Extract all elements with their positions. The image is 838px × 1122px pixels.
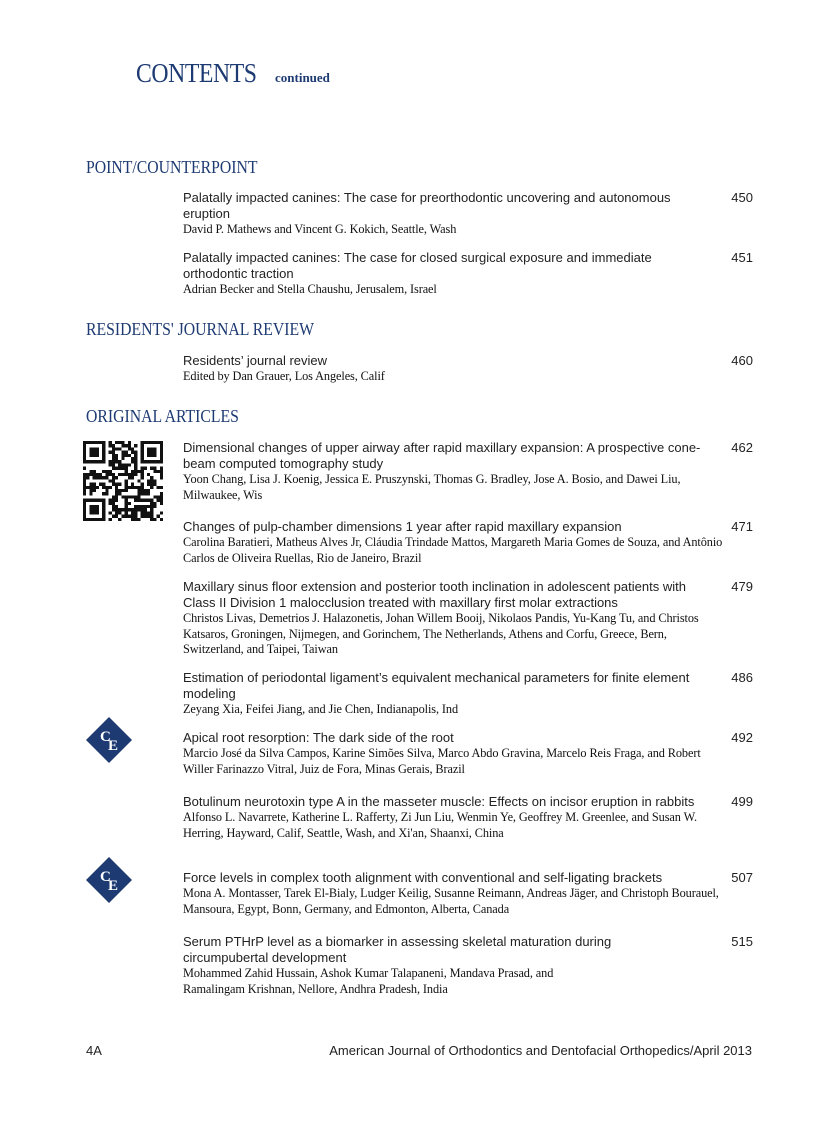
page-number: 499 <box>731 794 753 809</box>
toc-entry[interactable] <box>183 579 753 658</box>
svg-text:E: E <box>108 878 119 894</box>
article-title[interactable]: Palatally impacted canines: The case for closed surgical exposure and immediate orthodontic traction <box>183 250 652 281</box>
section-heading-residents-review: RESIDENTS' JOURNAL REVIEW <box>86 319 314 339</box>
article-authors: Alfonso L. Navarrete, Katherine L. Rafferty, Zi Jun Liu, Wenmin Ye, Geoffrey M. Greenlee, and Susan W. Herring, Hayward, Calif, Seattle, Wash, and Xi'an, Shaanxi, China <box>183 810 697 840</box>
page-number: 479 <box>731 579 753 594</box>
article-title[interactable]: Serum PTHrP level as a biomarker in assessing skeletal maturation during circumpubertal development <box>183 934 612 965</box>
toc-entry[interactable] <box>183 353 753 385</box>
page-number: 462 <box>731 440 753 455</box>
page-title: CONTENTS <box>136 58 257 88</box>
toc-entry[interactable] <box>183 730 753 777</box>
article-title[interactable]: Residents’ journal review <box>183 353 328 368</box>
page-number: 471 <box>731 519 753 534</box>
page-number: 507 <box>731 870 753 885</box>
page-number: 486 <box>731 670 753 685</box>
page-number: 460 <box>731 353 753 368</box>
article-authors: Edited by Dan Grauer, Los Angeles, Calif <box>183 369 385 383</box>
svg-text:E: E <box>108 738 119 754</box>
article-authors: David P. Mathews and Vincent G. Kokich, Seattle, Wash <box>183 222 457 236</box>
toc-entry[interactable] <box>183 794 753 841</box>
article-authors: Mona A. Montasser, Tarek El-Bialy, Ludger Keilig, Susanne Reimann, Andreas Jäger, and Christoph Bourauel, Mansoura, Egypt, Bonn, Germany, and Edmonton, Alberta, Canada <box>183 886 719 916</box>
ce-credit-icon <box>86 857 132 903</box>
footer-page-number: 4A <box>86 1043 102 1058</box>
toc-entry[interactable] <box>183 250 753 298</box>
article-authors: Christos Livas, Demetrios J. Halazonetis, Johan Willem Booij, Nikolaos Pandis, Yu-Kang Tu, and Christos Katsaros, Groningen, Nijmegen, and Gorinchem, The Netherlands, Athens and Corfu, Greece, Bern, Switzerland, and Taipei, Taiwan <box>183 611 699 656</box>
toc-entry[interactable] <box>183 519 753 566</box>
footer-journal: American Journal of Orthodontics and Dentofacial Orthopedics/April 2013 <box>329 1043 752 1058</box>
ce-credit-icon <box>86 717 132 763</box>
article-title[interactable]: Force levels in complex tooth alignment with conventional and self-ligating brackets <box>183 870 663 885</box>
page-number: 450 <box>731 190 753 205</box>
section-heading-original-articles: ORIGINAL ARTICLES <box>86 406 239 426</box>
article-authors: Mohammed Zahid Hussain, Ashok Kumar Talapaneni, Mandava Prasad, and Ramalingam Krishnan, Nellore, Andhra Pradesh, India <box>183 966 554 996</box>
section-heading-point-counterpoint: POINT/COUNTERPOINT <box>86 157 258 177</box>
article-title[interactable]: Maxillary sinus floor extension and posterior tooth inclination in adolescent patients with Class II Division 1 malocclusion treated with maxillary first molar extractions <box>183 579 686 610</box>
article-authors: Zeyang Xia, Feifei Jiang, and Jie Chen, Indianapolis, Ind <box>183 702 459 716</box>
article-title[interactable]: Changes of pulp-chamber dimensions 1 year after rapid maxillary expansion <box>183 519 622 534</box>
toc-entry[interactable] <box>183 934 753 997</box>
article-title[interactable]: Estimation of periodontal ligament’s equivalent mechanical parameters for finite element modeling <box>183 670 690 701</box>
toc-entry[interactable] <box>183 670 753 718</box>
article-authors: Adrian Becker and Stella Chaushu, Jerusalem, Israel <box>183 282 437 296</box>
toc-entry[interactable] <box>183 190 753 238</box>
toc-entry[interactable] <box>183 440 753 503</box>
article-title[interactable]: Botulinum neurotoxin type A in the masseter muscle: Effects on incisor eruption in rabbits <box>183 794 695 809</box>
svg-text:C: C <box>100 729 111 745</box>
page-number: 515 <box>731 934 753 949</box>
toc-entry[interactable] <box>183 870 753 917</box>
article-title[interactable]: Dimensional changes of upper airway after rapid maxillary expansion: A prospective cone-beam computed tomography study <box>183 440 701 471</box>
article-authors: Yoon Chang, Lisa J. Koenig, Jessica E. Pruszynski, Thomas G. Bradley, Jose A. Bosio, and Dawei Liu, Milwaukee, Wis <box>183 472 681 502</box>
article-authors: Marcio José da Silva Campos, Karine Simões Silva, Marco Abdo Gravina, Marcelo Reis Fraga, and Robert Willer Farinazzo Vitral, Juiz de Fora, Minas Gerais, Brazil <box>183 746 701 776</box>
article-authors: Carolina Baratieri, Matheus Alves Jr, Cláudia Trindade Mattos, Margareth Maria Gomes de Souza, and Antônio Carlos de Oliveira Ruellas, Rio de Janeiro, Brazil <box>183 535 723 565</box>
page-number: 451 <box>731 250 753 265</box>
svg-text:C: C <box>100 869 111 885</box>
page-number: 492 <box>731 730 753 745</box>
article-title[interactable]: Palatally impacted canines: The case for preorthodontic uncovering and autonomous eruption <box>183 190 671 221</box>
qr-code-icon[interactable] <box>83 441 163 521</box>
article-title[interactable]: Apical root resorption: The dark side of the root <box>183 730 454 745</box>
page-subtitle: continued <box>275 70 330 85</box>
